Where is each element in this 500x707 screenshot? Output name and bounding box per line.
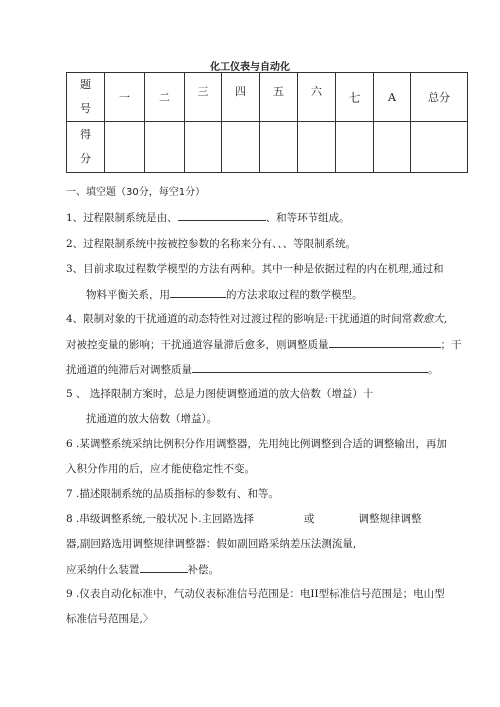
blank[interactable]: [140, 562, 188, 573]
question-9-line-2: 标准信号范围是,〉: [66, 613, 154, 625]
question-7: 7 .描述限制系统的品质指标的参数有、和等。: [66, 488, 279, 500]
question-1: 1、过程限制系统是由、 、和等环节组成。: [66, 212, 350, 224]
question-4-line-3: 扰通道的纯滞后对调整质量 。: [66, 364, 439, 376]
score-cell[interactable]: [336, 122, 374, 173]
col-8: A: [374, 73, 411, 122]
col-total: 总分: [411, 73, 468, 122]
question-3-line-2: 物料平衡关系，用 的方法求取过程的数学模型。: [86, 289, 363, 301]
question-8-line-3: 应采纳什么装置 补偿。: [66, 564, 219, 576]
col-2: 二: [145, 73, 185, 122]
blank[interactable]: [192, 362, 428, 373]
score-table-header-label: 题 号: [67, 73, 105, 122]
score-table-score-label: 得 分: [67, 122, 105, 173]
question-2: 2、过程限制系统中按被控参数的名称来分有、、、等限制系统。: [66, 238, 357, 250]
blank[interactable]: [170, 287, 226, 298]
question-5-line-1: 5 、 选择限制方案时，总是力图使调整通道的放大倍数（增益）十: [66, 388, 374, 400]
col-7: 七: [336, 73, 374, 122]
question-4-line-2: 对被控变量的影响；干扰通道容量滞后愈多，则调整质量 ；干: [66, 339, 462, 351]
section-heading: 一、填空题（30分，每空1分）: [66, 187, 206, 198]
question-9-line-1: 9 .仪表自动化标准中，气动仪表标准信号范围是：电II型标准信号范围是；电山型: [66, 588, 445, 600]
question-6-line-2: 入积分作用的后，应才能使稳定性不变。: [66, 463, 255, 475]
blank[interactable]: [178, 210, 266, 221]
score-cell[interactable]: [374, 122, 411, 173]
question-8-line-1: 8 .串级调整系统,一般状况卜.主回路选择 或 调整规律调整: [66, 513, 422, 525]
score-table: [66, 72, 468, 173]
page-title: 化工仪表与自动化: [210, 62, 290, 73]
score-cell[interactable]: [222, 122, 260, 173]
col-5: 五: [260, 73, 298, 122]
score-cell[interactable]: [145, 122, 185, 173]
col-1: 一: [105, 73, 145, 122]
question-8-line-2: 器,副回路选用调整规律调整器：假如副回路采纳差压法测流量,: [66, 538, 357, 550]
question-6-line-1: 6 .某调整系统采纳比例积分作用调整器，先用纯比例调整到合适的调整输出，再加: [66, 438, 447, 450]
score-cell[interactable]: [105, 122, 145, 173]
question-3-line-1: 3、目前求取过程数学模型的方法有两种。其中一种是依据过程的内在机理,通过和: [66, 263, 444, 275]
score-cell[interactable]: [260, 122, 298, 173]
score-cell[interactable]: [298, 122, 336, 173]
question-4-line-1: 4、限制对象的干扰通道的动态特性对过渡过程的影响是:干扰通道的时间常数愈大,: [66, 313, 448, 325]
question-5-line-2: 扰通道的放大倍数（增益）。: [86, 413, 218, 425]
col-4: 四: [222, 73, 260, 122]
blank[interactable]: [329, 337, 441, 348]
col-6: 六: [298, 73, 336, 122]
col-3: 三: [185, 73, 222, 122]
score-cell-total[interactable]: [411, 122, 468, 173]
score-cell[interactable]: [185, 122, 222, 173]
